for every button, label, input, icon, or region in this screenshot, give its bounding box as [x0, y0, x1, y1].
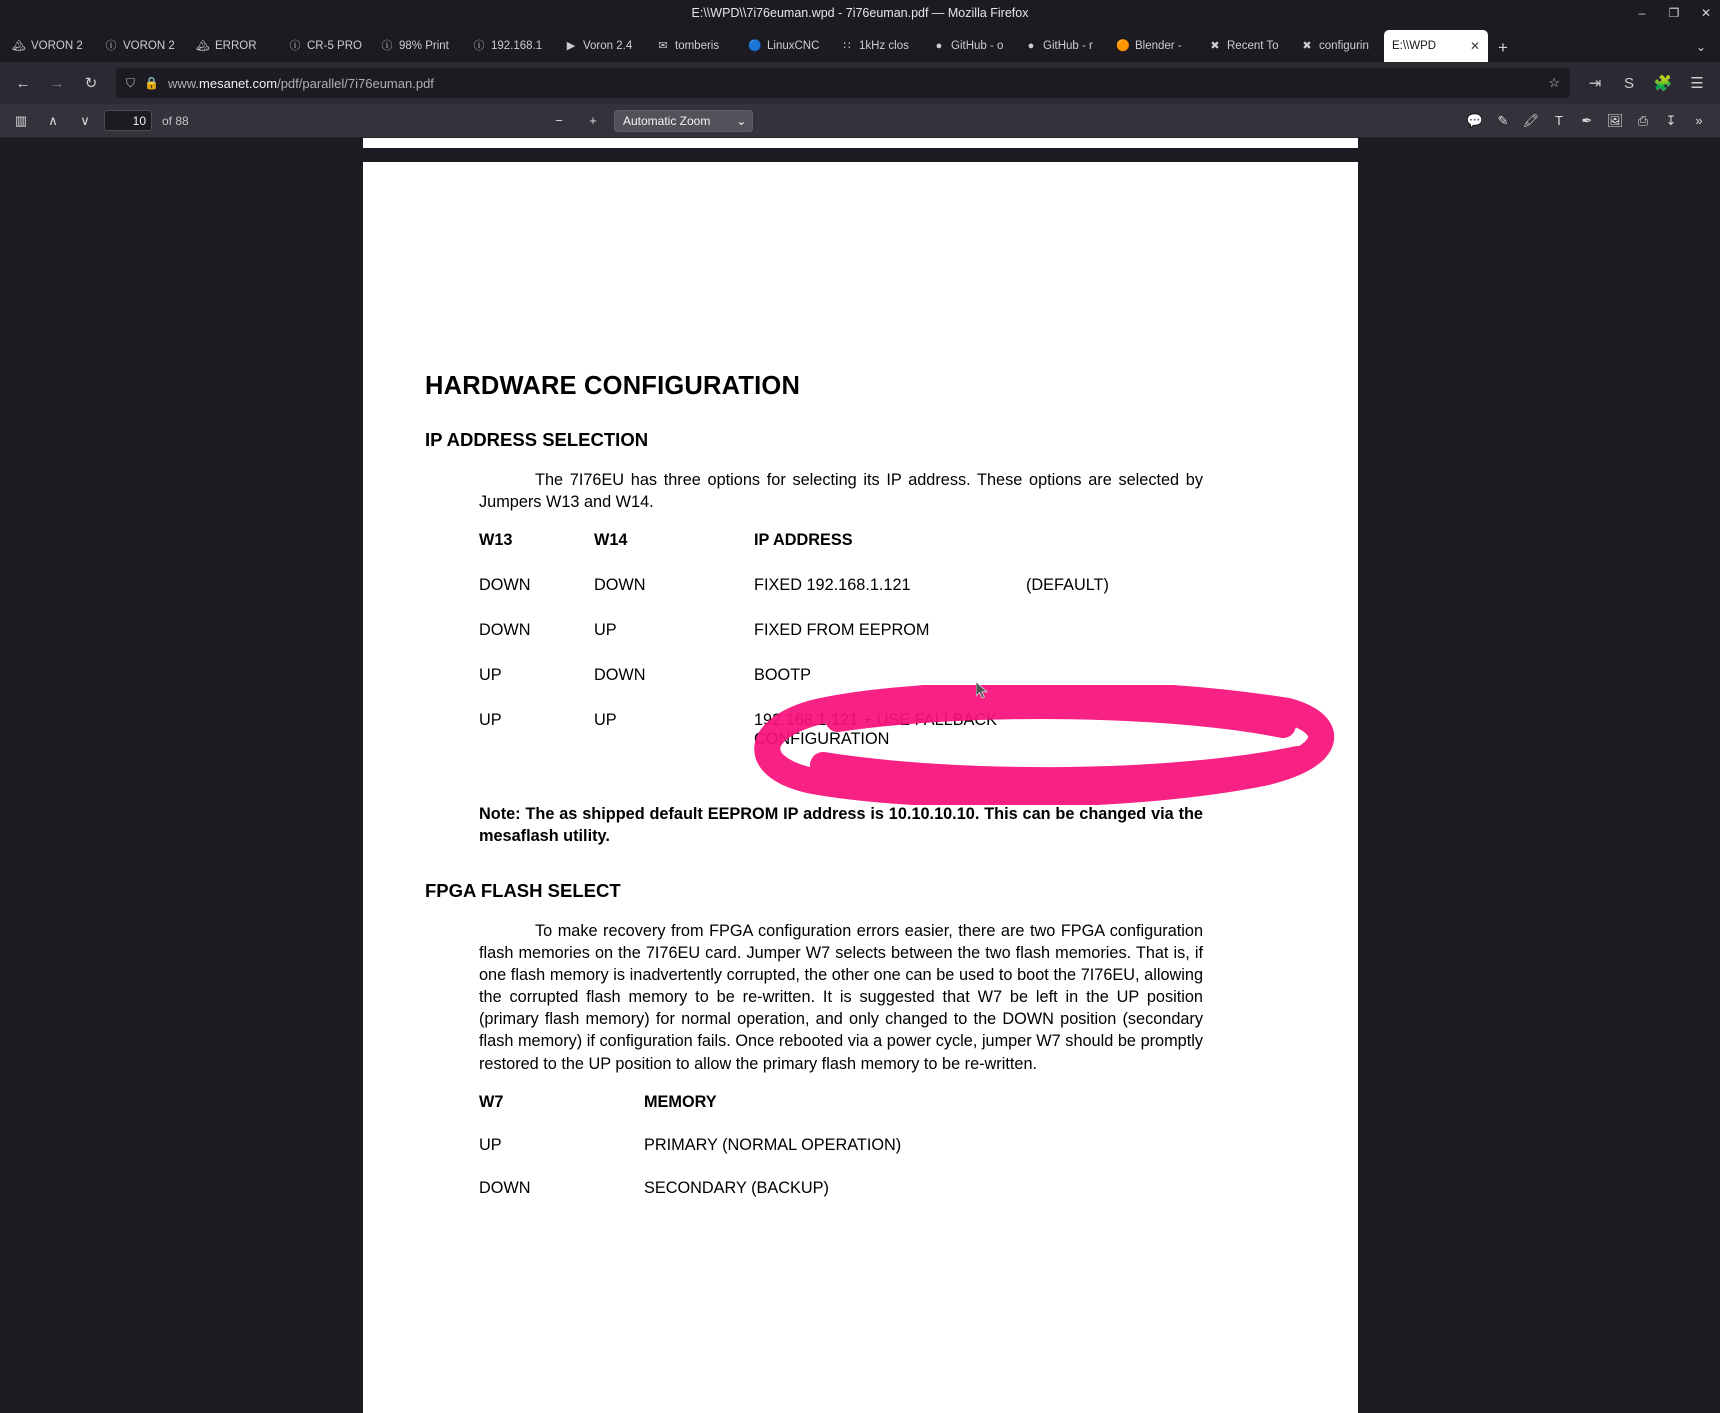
tab-label: LinuxCNC	[767, 40, 820, 52]
forward-button[interactable]: →	[49, 74, 65, 92]
tab-favicon-icon: 🏔	[12, 39, 26, 52]
tab-strip	[0, 26, 1720, 62]
tab-blender[interactable]	[1108, 30, 1200, 62]
zoom-out-button[interactable]: −	[555, 113, 563, 128]
close-icon[interactable]: ✕	[1469, 39, 1480, 53]
tab-recent-topics[interactable]	[1200, 30, 1292, 62]
tab-favicon-icon: 🟠	[1116, 39, 1130, 52]
download-icon[interactable]: ↧	[1665, 112, 1677, 128]
zoom-level-select[interactable]	[614, 110, 753, 132]
table-row	[479, 1179, 901, 1222]
signature-icon[interactable]: ✒	[1581, 112, 1593, 128]
title-bar	[0, 0, 1720, 26]
cell-ip-address: FIXED 192.168.1.121	[754, 576, 911, 595]
list-all-tabs-icon[interactable]: ⌄	[1695, 40, 1706, 54]
cell-w14: UP	[594, 621, 617, 640]
tab-voron-2-a[interactable]	[4, 30, 96, 62]
cell-note	[1026, 666, 1186, 711]
window-controls	[1634, 0, 1714, 26]
tab-label: ERROR	[215, 40, 257, 52]
pdf-page	[363, 162, 1358, 1413]
new-tab-button[interactable]: +	[1498, 38, 1508, 57]
tab-voron-2-b[interactable]	[96, 30, 188, 62]
tab-label: VORON 2	[31, 40, 83, 52]
image-icon[interactable]: 🖼	[1606, 112, 1624, 128]
page-title: HARDWARE CONFIGURATION	[425, 372, 801, 400]
tab-favicon-icon: ✖	[1302, 39, 1312, 52]
column-header-ip-address: IP ADDRESS	[754, 531, 853, 550]
table-row	[479, 666, 1186, 711]
pdf-toolbar	[0, 104, 1720, 138]
tab-github-r[interactable]	[1016, 30, 1108, 62]
minimize-button[interactable]: –	[1638, 6, 1646, 20]
tab-favicon-icon: 🏔	[196, 39, 210, 52]
tab-favicon-icon: ✉	[658, 39, 668, 52]
tab-favicon-icon: ⓘ	[105, 39, 117, 52]
tab-favicon-icon: ⓘ	[473, 39, 485, 52]
tab-192-168-1[interactable]	[464, 30, 556, 62]
table-row	[479, 576, 1186, 621]
cell-ip-address: FIXED FROM EEPROM	[754, 621, 930, 640]
draw-icon[interactable]: ✎	[1497, 112, 1509, 128]
tab-configuring[interactable]	[1292, 30, 1384, 62]
address-bar[interactable]	[116, 68, 1570, 98]
tab-98-print[interactable]	[372, 30, 464, 62]
cell-note: (DEFAULT)	[1026, 576, 1109, 595]
tab-label: GitHub - o	[951, 40, 1004, 52]
tab-label: E:\\WPD	[1392, 40, 1437, 52]
tab-favicon-icon: ●	[935, 39, 943, 52]
chevron-down-icon: ⌄	[736, 113, 747, 128]
tab-favicon-icon: ●	[1027, 39, 1035, 52]
comment-icon[interactable]: 💬	[1466, 112, 1484, 128]
url-suffix: /pdf/parallel/7i76euman.pdf	[277, 75, 434, 91]
page-number-input[interactable]: 10	[104, 110, 152, 131]
table-header-row	[479, 1093, 901, 1136]
table-header-row	[479, 531, 1186, 576]
page-count-label: of 88	[162, 113, 189, 128]
close-button[interactable]: ✕	[1700, 6, 1712, 20]
cell-w14: UP	[594, 711, 617, 730]
column-header-w14: W14	[594, 531, 628, 550]
tab-label: GitHub - r	[1043, 40, 1093, 52]
extensions-icon[interactable]: 🧩	[1653, 75, 1673, 92]
url-text	[168, 76, 1539, 91]
column-header-w13: W13	[479, 531, 513, 550]
tab-favicon-icon: ⓘ	[381, 39, 393, 52]
maximize-button[interactable]: ❐	[1668, 6, 1680, 20]
url-domain: mesanet.com	[199, 75, 278, 91]
lock-icon[interactable]: 🔒	[144, 76, 159, 90]
tab-voron-2-4-video[interactable]	[556, 30, 648, 62]
cell-ip-address: BOOTP	[754, 666, 811, 685]
cell-memory: PRIMARY (NORMAL OPERATION)	[644, 1135, 902, 1154]
cell-w14: DOWN	[594, 666, 646, 685]
tab-favicon-icon: ✖	[1210, 39, 1220, 52]
window-title: E:\\WPD\\7i76euman.wpd - 7i76euman.pdf — Mozilla Firefox	[691, 6, 1029, 20]
cell-w7: DOWN	[479, 1178, 531, 1197]
tab-label: CR-5 PRO	[307, 40, 362, 52]
cell-w13: DOWN	[479, 621, 531, 640]
print-icon[interactable]: ⎙	[1637, 112, 1649, 128]
tab-label: tomberis	[675, 40, 720, 52]
reload-button[interactable]: ↻	[84, 75, 98, 92]
tab-favicon-icon: ⓘ	[289, 39, 301, 52]
tab-label: VORON 2	[123, 40, 175, 52]
cell-note	[1026, 621, 1186, 666]
account-icon[interactable]: S	[1623, 74, 1634, 92]
next-page-icon[interactable]: ∨	[80, 112, 90, 128]
tab-label: Voron 2.4	[583, 40, 633, 52]
pocket-icon[interactable]: ⇥	[1588, 75, 1602, 92]
table-row	[479, 621, 1186, 666]
paragraph-fpga-flash-select: To make recovery from FPGA configuration errors easier, there are two FPGA configuration flash memories on the 7I76EU card. Jumper W7 selects between the two flash memories. That is, if one flash memory is inadvertently corrupted, the other one can be used to boot the 7I76EU, allowing the corrupted flash memory to be re-written. It is suggested that W7 be left in the UP position (primary flash memory) for normal operation, and only changed to the DOWN position (secondary flash memory) if configuration fails. Once rebooted via a power cycle, jumper W7 should be promptly restored to the UP position to allow the primary flash memory to be re-written.	[479, 921, 1203, 1073]
app-menu-icon[interactable]: ☰	[1690, 75, 1704, 92]
section-heading-ip-address-selection: IP ADDRESS SELECTION	[425, 429, 649, 450]
ip-address-jumper-table	[479, 531, 1186, 775]
previous-page-icon[interactable]: ∧	[48, 112, 58, 128]
cell-w13: DOWN	[479, 576, 531, 595]
column-header-memory: MEMORY	[644, 1092, 717, 1111]
tab-label: Recent To	[1227, 40, 1279, 52]
tab-label: Blender -	[1135, 40, 1182, 52]
cell-w7: UP	[479, 1135, 502, 1154]
tab-favicon-icon: 🔵	[748, 39, 762, 52]
eeprom-note: Note: The as shipped default EEPROM IP address is 10.10.10.10. This can be changed via the mesaflash utility.	[479, 805, 1203, 846]
cell-note	[1026, 711, 1186, 775]
column-header-w7: W7	[479, 1092, 504, 1111]
section-heading-fpga-flash-select: FPGA FLASH SELECT	[425, 879, 621, 901]
pdf-tools	[1462, 109, 1712, 133]
shield-icon[interactable]: ⛉	[126, 75, 136, 90]
pdf-sidebar-toggle-icon[interactable]: ▥	[14, 112, 28, 128]
back-button[interactable]: ←	[15, 74, 31, 92]
cell-w14: DOWN	[594, 576, 646, 595]
fpga-flash-table	[479, 1093, 901, 1222]
table-row	[479, 1136, 901, 1179]
pdf-viewer[interactable]	[0, 138, 1720, 1413]
tab-label: configurin	[1319, 40, 1369, 52]
tab-cr5-pro[interactable]	[280, 30, 372, 62]
tab-error[interactable]	[188, 30, 280, 62]
paragraph-ip-address-selection: The 7I76EU has three options for selecting its IP address. These options are selected by Jumpers W13 and W14.	[479, 471, 1203, 512]
tab-linuxcnc[interactable]	[740, 30, 832, 62]
url-prefix: www.	[167, 75, 200, 91]
text-icon[interactable]: T	[1555, 113, 1563, 128]
tab-label: 1kHz clos	[859, 40, 909, 52]
bookmark-star-icon[interactable]: ☆	[1548, 75, 1560, 90]
more-tools-icon[interactable]: »	[1695, 113, 1703, 128]
tab-favicon-icon: ▶	[566, 39, 576, 52]
zoom-in-button[interactable]: +	[589, 113, 597, 128]
tab-1khz-closed[interactable]	[832, 30, 924, 62]
zoom-level-label: Automatic Zoom	[622, 113, 711, 128]
cell-w13: UP	[479, 711, 502, 730]
cell-ip-address: 192.168.1.121 + USE FALLBACK CONFIGURATION	[754, 711, 998, 749]
tab-github-o[interactable]	[924, 30, 1016, 62]
navigation-toolbar	[0, 62, 1720, 104]
zoom-controls	[546, 109, 753, 133]
tab-label: 192.168.1	[491, 40, 543, 52]
highlight-icon[interactable]: 🖍	[1522, 112, 1540, 128]
cell-memory: SECONDARY (BACKUP)	[644, 1178, 829, 1197]
table-row	[479, 711, 1186, 775]
tab-tomberis[interactable]	[648, 30, 740, 62]
cell-w13: UP	[479, 666, 502, 685]
previous-page-sliver	[363, 138, 1358, 148]
tab-favicon-icon: ∷	[843, 39, 851, 52]
tab-7i76euman-pdf[interactable]	[1384, 30, 1488, 62]
tab-label: 98% Print	[399, 40, 449, 52]
column-header-blank	[1026, 531, 1186, 576]
